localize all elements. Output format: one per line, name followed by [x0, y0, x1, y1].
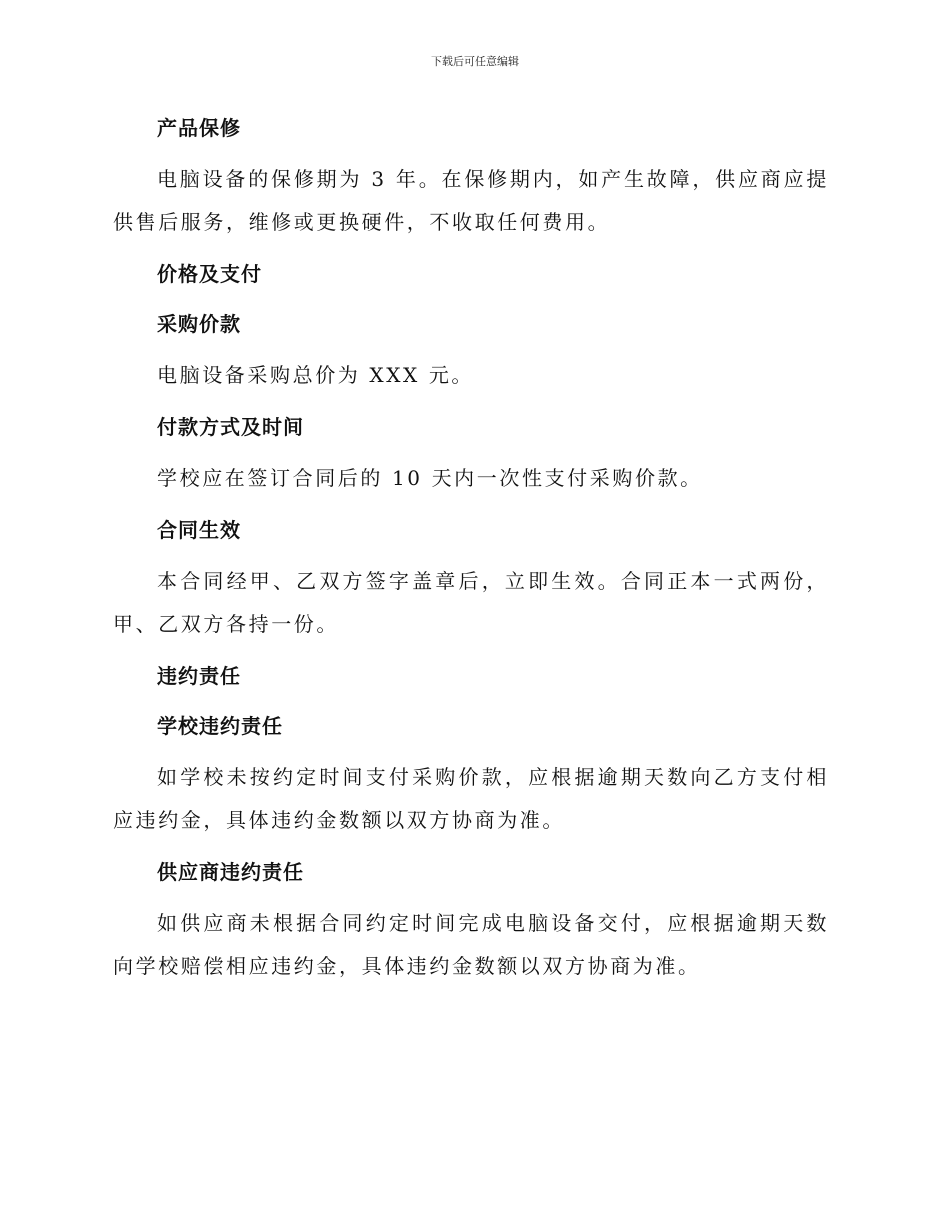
section-heading-supplier-breach: 供应商违约责任	[157, 860, 304, 884]
section-heading-purchase-price: 采购价款	[157, 312, 241, 336]
paragraph-payment-method: 学校应在签订合同后的 10 天内一次性支付采购价款。	[157, 466, 703, 490]
section-heading-breach-liability: 违约责任	[157, 664, 241, 688]
section-heading-school-breach: 学校违约责任	[157, 714, 283, 738]
paragraph-warranty: 电脑设备的保修期为 3 年。在保修期内，如产生故障，供应商应提供售后服务，维修或更换硬件，不收取任何费用。	[113, 167, 829, 234]
paragraph-supplier-breach: 如供应商未根据合同约定时间完成电脑设备交付，应根据逾期天数向学校赔偿相应违约金，具体违约金数额以双方协商为准。	[113, 911, 829, 978]
paragraph-school-breach: 如学校未按约定时间支付采购价款，应根据逾期天数向乙方支付相应违约金，具体违约金数额以双方协商为准。	[113, 765, 829, 832]
paragraph-contract-effect: 本合同经甲、乙双方签字盖章后，立即生效。合同正本一式两份，甲、乙双方各持一份。	[113, 569, 829, 636]
document-body	[113, 108, 829, 988]
section-heading-price-payment: 价格及支付	[157, 262, 262, 286]
page-header: 下载后可任意编辑	[431, 55, 519, 68]
section-heading-warranty: 产品保修	[157, 116, 241, 140]
paragraph-purchase-price: 电脑设备采购总价为 XXX 元。	[157, 363, 475, 387]
section-heading-payment-method: 付款方式及时间	[157, 415, 304, 439]
section-heading-contract-effect: 合同生效	[157, 518, 241, 542]
